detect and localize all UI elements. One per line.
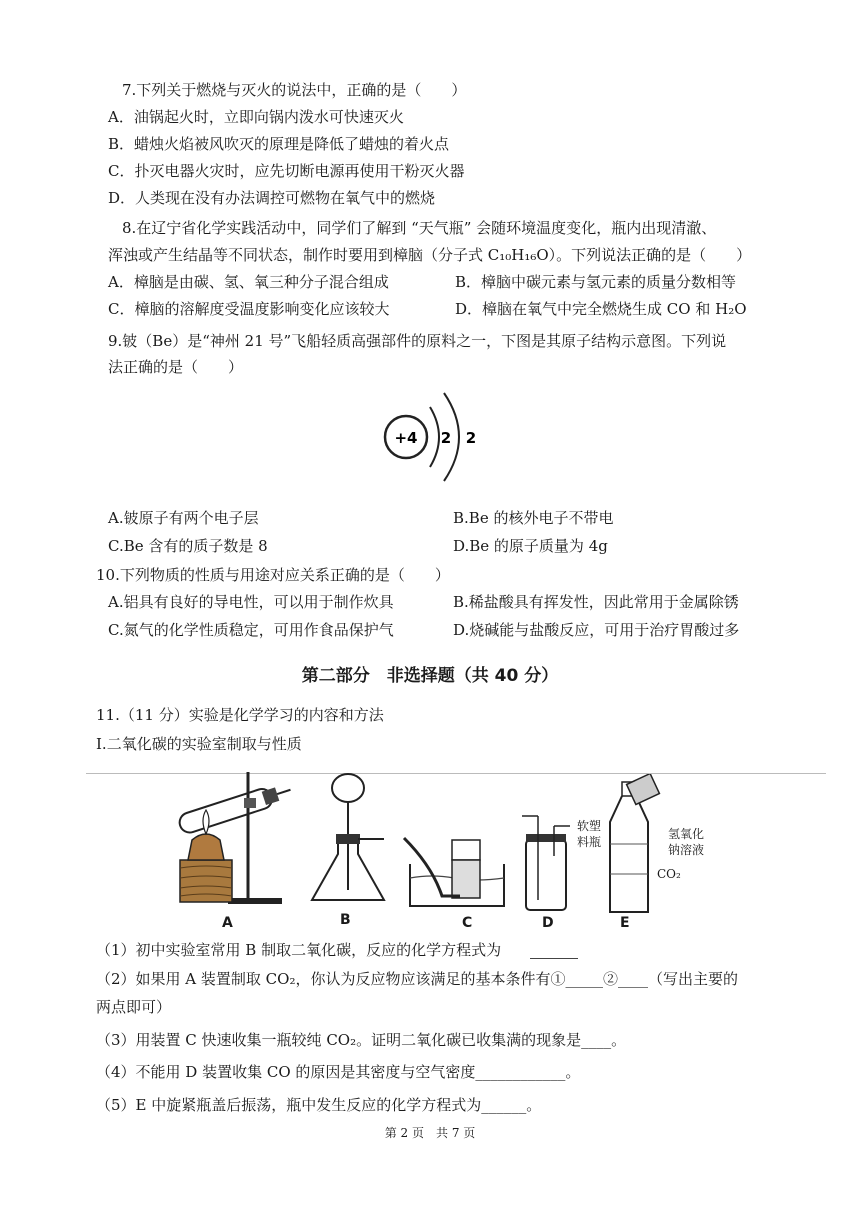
e-reagent-label-2: 钠溶液 <box>668 843 705 857</box>
q8-option-d: D．樟脑在氧气中完全燃烧生成 CO 和 H₂O <box>455 300 747 318</box>
q11-stem: 11.（11 分）实验是化学学习的内容和方法 <box>96 706 384 724</box>
label-b: B <box>340 912 351 928</box>
q9-option-a: A.铍原子有两个电子层 <box>108 509 259 527</box>
label-e: E <box>620 915 630 931</box>
e-gas-label: CO₂ <box>657 867 681 881</box>
q11-sub2-line2: 两点即可） <box>96 998 172 1016</box>
section-title: 第二部分 非选择题（共 40 分） <box>301 666 559 686</box>
q8-stem-line2: 浑浊或产生结晶等不同状态，制作时要用到樟脑（分子式 C₁₀H₁₆O）。下列说法正确的是（ ） <box>108 246 752 264</box>
q8-option-b: B．樟脑中碳元素与氢元素的质量分数相等 <box>455 273 737 291</box>
apparatus-c <box>402 836 514 916</box>
q7-stem: 7.下列关于燃烧与灭火的说法中，正确的是（ ） <box>122 81 467 99</box>
q10-stem: 10.下列物质的性质与用途对应关系正确的是（ ） <box>96 566 450 584</box>
q11-sub5: （5）E 中旋紧瓶盖后振荡，瓶中发生反应的化学方程式为______。 <box>96 1096 542 1114</box>
e-bottle-label-2: 料瓶 <box>577 835 602 849</box>
q9-stem-line2: 法正确的是（ ） <box>108 358 244 376</box>
label-c: C <box>462 915 473 931</box>
q10-option-b: B.稀盐酸具有挥发性，因此常用于金属除锈 <box>453 593 739 611</box>
q11-sub4: （4）不能用 D 装置收集 CO 的原因是其密度与空气密度____________。 <box>96 1063 581 1081</box>
q7-option-d: D．人类现在没有办法调控可燃物在氧气中的燃烧 <box>108 189 436 207</box>
apparatus-e <box>600 774 664 916</box>
q11-sub3: （3）用装置 C 快速收集一瓶较纯 CO₂。证明二氧化碳已收集满的现象是____。 <box>96 1031 627 1049</box>
apparatus-b <box>306 770 396 910</box>
q8-stem-line1: 8.在辽宁省化学实践活动中，同学们了解到 “天气瓶” 会随环境温度变化，瓶内出现清澈、 <box>122 219 717 237</box>
q7-option-c: C．扑灭电器火灾时，应先切断电源再使用干粉灭火器 <box>108 162 465 180</box>
q11-sub2-line1: （2）如果用 A 装置制取 CO₂，你认为反应物应该满足的基本条件有①_____②____（写出主要的 <box>96 970 738 988</box>
q9-stem-line1: 9.铍（Be）是“神州 21 号”飞船轻质高强部件的原料之一，下图是其原子结构示意图。下列说 <box>108 332 727 350</box>
q7-option-a: A．油锅起火时，立即向锅内泼水可快速灭火 <box>108 108 404 126</box>
label-d: D <box>542 915 554 931</box>
q10-option-d: D.烧碱能与盐酸反应，可用于治疗胃酸过多 <box>453 621 740 639</box>
q8-option-c: C．樟脑的溶解度受温度影响变化应该较大 <box>108 300 390 318</box>
q9-option-b: B.Be 的核外电子不带电 <box>453 509 614 527</box>
q11-sub1-blank <box>530 958 578 959</box>
q9-option-c: C.Be 含有的质子数是 8 <box>108 537 268 555</box>
apparatus-a <box>172 768 292 908</box>
shell-arc-1 <box>430 407 439 467</box>
be-atom-diagram <box>370 385 490 495</box>
shell-2-count: 2 <box>465 429 477 447</box>
q8-option-a: A．樟脑是由碳、氢、氧三种分子混合组成 <box>108 273 389 291</box>
q10-option-a: A.铝具有良好的导电性，可以用于制作炊具 <box>108 593 394 611</box>
e-reagent-label-1: 氢氧化 <box>668 827 705 841</box>
shell-1-count: 2 <box>440 429 452 447</box>
q7-option-b: B．蜡烛火焰被风吹灭的原理是降低了蜡烛的着火点 <box>108 135 450 153</box>
label-a: A <box>222 915 233 931</box>
e-bottle-label-1: 软塑 <box>577 819 602 833</box>
apparatus-d <box>516 806 576 916</box>
q9-option-d: D.Be 的原子质量为 4g <box>453 537 608 555</box>
nucleus-charge: +4 <box>394 429 418 447</box>
page-footer: 第 2 页 共 7 页 <box>384 1126 476 1140</box>
q10-option-c: C.氮气的化学性质稳定，可用作食品保护气 <box>108 621 394 639</box>
q11-sub1: （1）初中实验室常用 B 制取二氧化碳，反应的化学方程式为 <box>96 941 502 959</box>
q11-part1: Ⅰ.二氧化碳的实验室制取与性质 <box>96 735 302 753</box>
